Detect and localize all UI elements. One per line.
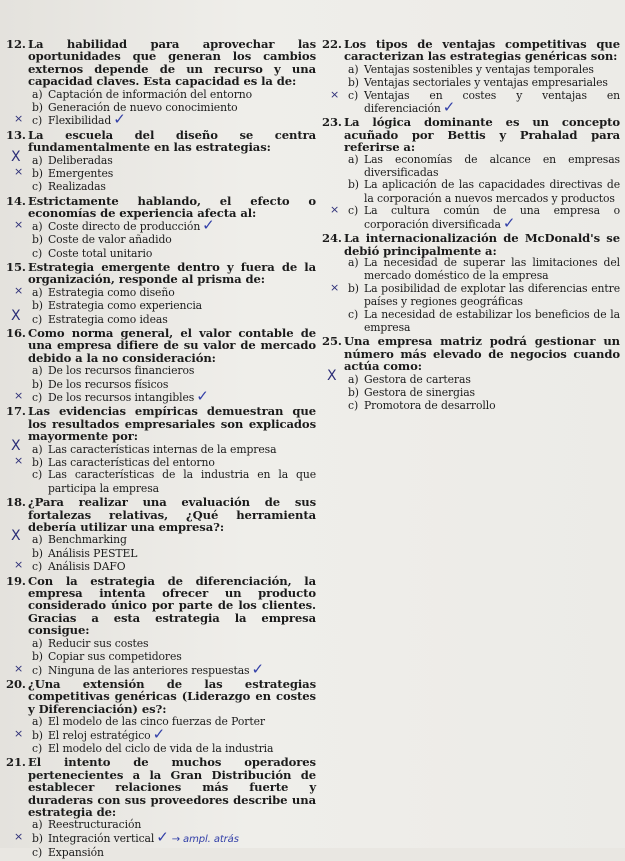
option-text: Gestora de carteras [364, 372, 471, 386]
question-block [322, 335, 620, 412]
handwritten-mark: × [330, 203, 340, 217]
handwritten-mark: X [11, 307, 21, 324]
option-text: Benchmarking [48, 533, 127, 547]
handwritten-mark: X [327, 367, 337, 384]
option-letter: b) [32, 546, 43, 560]
question-block [6, 678, 316, 755]
option-letter: c) [348, 88, 359, 102]
option-text: El modelo del ciclo de vida de la industria [48, 741, 274, 755]
option-letter: c) [32, 468, 43, 482]
question-text [6, 575, 316, 637]
answer-option [322, 154, 620, 180]
answer-option [6, 378, 316, 391]
option-letter: a) [348, 372, 359, 386]
option-letter: b) [348, 385, 359, 399]
option-text: Realizadas [48, 180, 106, 194]
answer-option [322, 309, 620, 335]
question-text [322, 232, 620, 257]
answer-option [6, 101, 316, 114]
option-letter: a) [32, 219, 43, 233]
question-stem: La escuela del diseño se centra fundamentalmente en las estrategias: [28, 127, 316, 155]
option-letter: a) [32, 533, 43, 547]
option-text: El modelo de las cinco fuerzas de Porter [48, 715, 265, 729]
question-block [6, 129, 316, 194]
option-text: De los recursos físicos [48, 377, 169, 391]
answer-option [322, 63, 620, 76]
option-text: Ventajas sostenibles y ventajas temporales [364, 62, 594, 76]
option-letter: a) [32, 285, 43, 299]
question-text [6, 38, 316, 88]
handwritten-mark: X [11, 528, 21, 545]
question-text [322, 116, 620, 153]
question-number: 15. [6, 259, 26, 274]
option-letter: c) [32, 390, 43, 404]
question-stem: Las evidencias empíricas demuestran que los resultados empresariales son explicados mayormente por: [28, 404, 316, 444]
answer-option [6, 637, 316, 650]
question-number: 12. [6, 37, 26, 51]
answer-option [322, 205, 620, 231]
question-number: 24. [322, 231, 342, 246]
question-text [6, 756, 316, 818]
answer-option [322, 367, 620, 386]
answer-option [6, 110, 316, 129]
option-text: Copiar sus competidores [48, 650, 182, 664]
option-letter: c) [32, 312, 43, 326]
option-text: Integración vertical [48, 831, 155, 845]
option-text: El reloj estratégico [48, 728, 151, 742]
answer-option [322, 76, 620, 89]
question-number: 19. [6, 573, 26, 588]
option-letter: a) [32, 442, 43, 456]
question-text [322, 38, 620, 63]
question-block [6, 261, 316, 326]
question-stem: Una empresa matriz podrá gestionar un número más elevado de negocios cuando actúa como: [344, 334, 620, 374]
answer-option [6, 307, 316, 326]
option-text: La necesidad de estabilizar los beneficios de la empresa [364, 307, 620, 334]
option-text: Coste total unitario [48, 246, 153, 260]
option-letter: c) [348, 204, 359, 218]
answer-option [322, 280, 620, 309]
checkmark-icon: ✓ [251, 659, 264, 678]
option-text: Reestructuración [48, 818, 142, 832]
answer-option [6, 437, 316, 456]
question-stem: La lógica dominante es un concepto acuñado por Bettis y Prahalad para referirse a: [344, 115, 620, 155]
option-text: Las características de la industria en la que participa la empresa [48, 468, 316, 495]
answer-option [6, 846, 316, 859]
option-text: Estrategia como experiencia [48, 299, 203, 313]
question-text [6, 496, 316, 533]
answer-option [6, 167, 316, 180]
handwritten-mark: × [14, 558, 24, 572]
question-block [6, 756, 316, 859]
option-text: Análisis DAFO [48, 560, 126, 574]
option-letter: a) [348, 152, 359, 166]
question-number: 22. [322, 37, 342, 51]
handwritten-mark: × [14, 112, 24, 126]
question-stem: La internacionalización de McDonald's se debió principalmente a: [344, 231, 620, 258]
answer-option [6, 528, 316, 547]
question-stem: Con la estrategia de diferenciación, la empresa intenta ofrecer un producto considerado único por parte de los clientes. Gracias a esta estrategia la empresa consigue: [28, 573, 316, 638]
option-letter: b) [32, 101, 43, 115]
option-text: Gestora de sinergias [364, 385, 475, 399]
checkmark-icon: ✓ [202, 215, 215, 234]
checkmark-icon: ✓ [152, 724, 166, 743]
question-block [6, 496, 316, 573]
checkmark-icon: ✓ [156, 827, 169, 846]
answer-option [322, 87, 620, 117]
answer-option [322, 386, 620, 399]
question-number: 17. [6, 404, 26, 419]
handwritten-mark: × [14, 217, 24, 231]
answer-option [322, 179, 620, 205]
option-text: Coste de valor añadido [48, 233, 172, 247]
option-text: La posibilidad de explotar las diferencias entre países y regiones geográficas [364, 281, 620, 309]
question-stem: Estrictamente hablando, el efecto o economías de experiencia afecta al: [28, 193, 316, 221]
question-number: 14. [6, 193, 26, 208]
handwritten-mark: × [14, 829, 24, 843]
handwritten-mark: × [14, 661, 24, 675]
answer-option [6, 724, 316, 743]
answer-option [6, 386, 316, 405]
option-letter: b) [348, 178, 359, 192]
answer-option [6, 650, 316, 663]
option-letter: c) [348, 399, 359, 413]
question-text [6, 327, 316, 364]
option-text: Estrategia como ideas [48, 312, 168, 326]
option-letter: c) [32, 560, 43, 574]
answer-option [322, 257, 620, 283]
option-text: La cultura común de una empresa o corporación diversificada [364, 204, 620, 231]
option-letter: a) [32, 87, 43, 101]
question-stem: Como norma general, el valor contable de una empresa difiere de su valor de mercado debido a la no consideración: [28, 325, 316, 365]
answer-option [6, 283, 316, 299]
option-text: Análisis PESTEL [48, 546, 138, 560]
answer-option [6, 180, 316, 193]
right-column [322, 38, 620, 414]
answer-option [6, 827, 316, 846]
question-number: 21. [6, 755, 26, 770]
handwritten-note: → ampl. atrás [171, 833, 239, 845]
question-number: 20. [6, 676, 26, 691]
option-text: Ventajas sectoriales y ventajas empresariales [364, 76, 608, 90]
question-block [322, 116, 620, 231]
option-letter: b) [348, 281, 359, 295]
checkmark-icon: ✓ [113, 110, 126, 129]
option-letter: b) [32, 167, 43, 181]
question-text [6, 405, 316, 442]
option-letter: b) [32, 728, 43, 742]
option-text: De los recursos intangibles [48, 390, 195, 404]
question-block [6, 195, 316, 260]
option-text: Captación de información del entorno [48, 87, 253, 101]
question-block [6, 38, 316, 128]
handwritten-mark: × [330, 280, 340, 294]
answer-option [6, 364, 316, 377]
question-number: 25. [322, 334, 342, 349]
question-number: 13. [6, 127, 26, 142]
option-letter: a) [32, 715, 43, 729]
option-letter: a) [32, 153, 43, 167]
option-text: Expansión [48, 846, 104, 860]
handwritten-mark: × [14, 388, 24, 402]
option-text: Las economías de alcance en empresas diversificadas [364, 152, 620, 180]
option-text: Estrategia como diseño [48, 285, 175, 299]
checkmark-icon: ✓ [502, 213, 516, 232]
question-stem: Los tipos de ventajas competitivas que caracterizan las estrategias genéricas son: [344, 37, 620, 64]
option-text: Ventajas en costes y ventajas en diferenciación [364, 88, 620, 116]
option-letter: b) [348, 76, 359, 90]
answer-option [6, 88, 316, 101]
option-text: La necesidad de superar las limitaciones del mercado doméstico de la empresa [364, 255, 620, 283]
option-letter: a) [348, 62, 359, 76]
option-text: Ninguna de las anteriores respuestas [48, 663, 250, 677]
answer-option [6, 456, 316, 469]
question-number: 16. [6, 325, 26, 340]
option-letter: c) [32, 180, 43, 194]
handwritten-mark: X [11, 148, 21, 165]
answer-option [6, 299, 316, 312]
question-stem: La habilidad para aprovechar las oportunidades que generan los cambios externos depende de un recurso y una capacidad claves. Esta capacidad es la de: [28, 37, 316, 89]
option-text: Flexibilidad [48, 114, 112, 128]
answer-option [6, 215, 316, 234]
handwritten-mark: × [14, 454, 24, 467]
handwritten-mark: × [14, 726, 24, 740]
answer-option [6, 560, 316, 573]
option-text: Generación de nuevo conocimiento [48, 101, 238, 115]
option-letter: b) [32, 233, 43, 247]
option-text: Reducir sus costes [48, 636, 149, 650]
handwritten-mark: × [330, 87, 340, 101]
question-text [6, 129, 316, 154]
option-text: Deliberadas [48, 153, 113, 167]
answer-option [6, 469, 316, 495]
question-text [6, 195, 316, 220]
handwritten-mark: X [11, 437, 21, 454]
answer-option [6, 247, 316, 260]
option-letter: a) [32, 636, 43, 650]
option-text: Coste directo de producción [48, 219, 201, 233]
answer-option [322, 399, 620, 412]
answer-option [6, 659, 316, 678]
option-letter: b) [32, 456, 43, 469]
question-block [6, 327, 316, 404]
option-letter: a) [32, 818, 43, 832]
option-letter: c) [32, 114, 43, 128]
option-letter: b) [32, 650, 43, 664]
answer-option [6, 547, 316, 560]
checkmark-icon: ✓ [196, 386, 209, 405]
question-text [6, 261, 316, 286]
option-letter: a) [32, 364, 43, 378]
question-stem: El intento de muchos operadores pertenecientes a la Gran Distribución de establecer relaciones más fuerte y duraderas con sus proveedores describe una estrategia de: [28, 755, 316, 819]
option-letter: a) [348, 255, 359, 269]
option-text: Las características del entorno [48, 456, 215, 469]
option-text: Las características internas de la empresa [48, 442, 277, 456]
question-text [322, 335, 620, 372]
option-text: Promotora de desarrollo [364, 399, 496, 413]
question-stem: Estrategia emergente dentro y fuera de la organización, responde al prisma de: [28, 259, 316, 287]
option-letter: c) [32, 741, 43, 755]
option-letter: b) [32, 831, 43, 845]
option-letter: c) [32, 246, 43, 260]
handwritten-mark: × [14, 283, 24, 297]
handwritten-mark: × [14, 165, 24, 179]
option-text: La aplicación de las capacidades directivas de la corporación a nuevos mercados y productos [364, 178, 620, 205]
question-block [322, 232, 620, 334]
answer-option [6, 233, 316, 246]
answer-option [6, 148, 316, 167]
left-column [6, 38, 316, 861]
option-text: Emergentes [48, 167, 114, 181]
option-letter: c) [32, 663, 43, 677]
question-number: 18. [6, 495, 26, 510]
question-text [6, 678, 316, 715]
option-letter: c) [348, 307, 359, 321]
question-block [322, 38, 620, 115]
answer-option [6, 742, 316, 755]
checkmark-icon: ✓ [442, 98, 456, 117]
option-letter: b) [32, 377, 43, 391]
option-text: De los recursos financieros [48, 364, 195, 378]
question-number: 23. [322, 115, 342, 130]
question-stem: ¿Una extensión de las estrategias competitivas genéricas (Liderazgo en costes y Diferenciación) es?: [28, 676, 316, 716]
option-letter: b) [32, 299, 43, 313]
question-block [6, 405, 316, 495]
question-block [6, 575, 316, 677]
question-stem: ¿Para realizar una evaluación de sus fortalezas relativas, ¿Qué herramienta debería utilizar una empresa?: [28, 495, 316, 535]
option-letter: c) [32, 846, 43, 860]
